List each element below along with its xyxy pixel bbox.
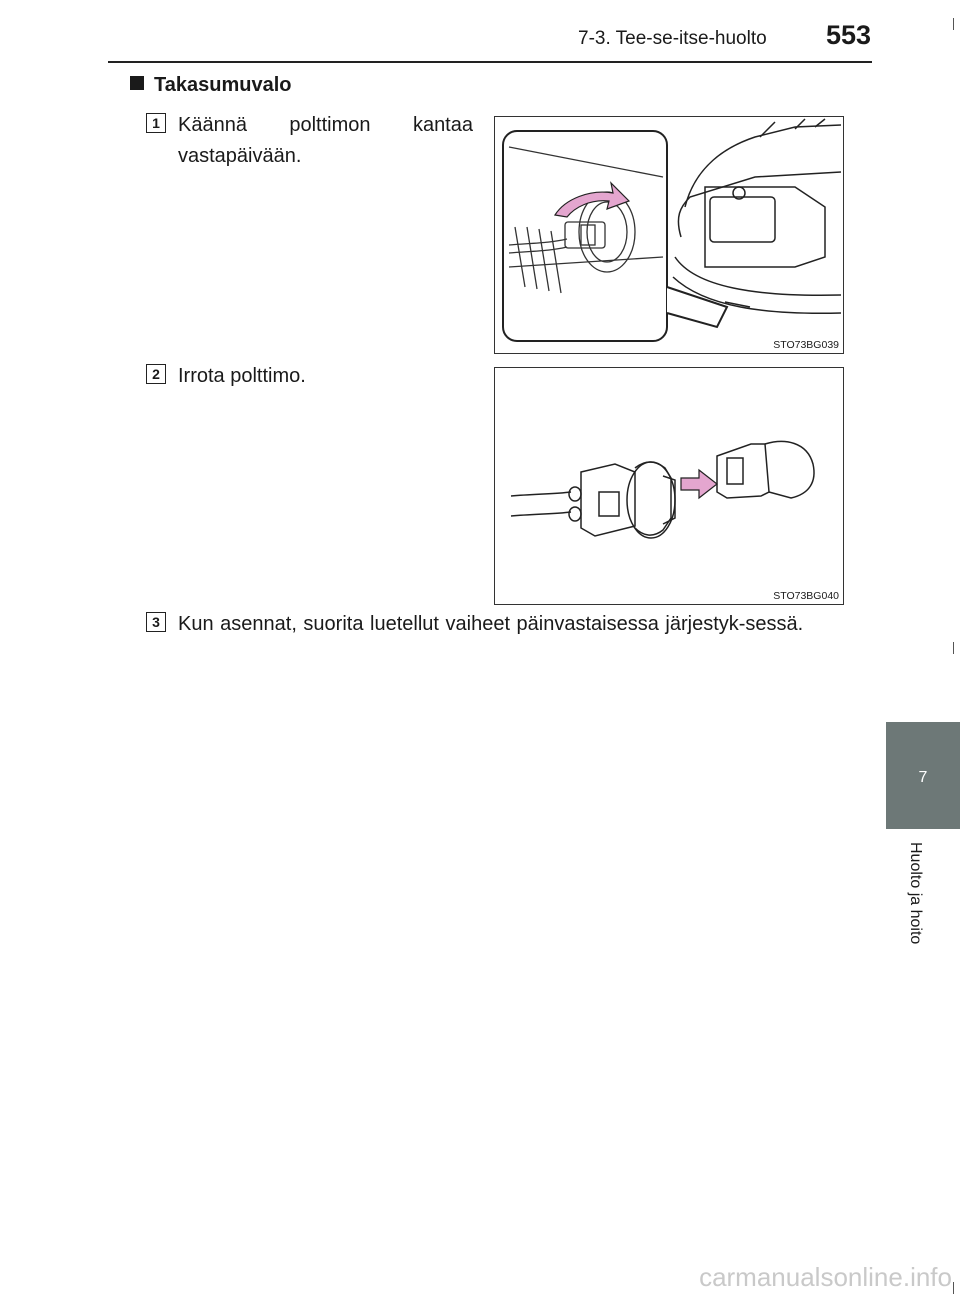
header-section-title: 7-3. Tee-se-itse-huolto	[578, 28, 767, 49]
step-3-text: Kun asennat, suorita luetellut vaiheet päinvastaisessa järjestyk-sessä.	[178, 613, 804, 635]
figure-rear-fog-light-socket	[494, 116, 844, 354]
section-heading-text: Takasumuvalo	[154, 74, 292, 96]
crop-mark	[953, 642, 954, 654]
crop-mark	[953, 18, 954, 30]
figure-bulb-removal	[494, 367, 844, 605]
figure-code: STO73BG040	[773, 590, 839, 602]
section-heading	[130, 74, 291, 97]
square-bullet-icon	[130, 76, 144, 90]
crop-mark	[953, 1282, 954, 1294]
step-number-badge: 1	[146, 113, 166, 133]
step-1-text: Käännä polttimon kantaa vastapäivään.	[178, 114, 473, 167]
chapter-title-text: Huolto ja hoito	[907, 842, 924, 945]
chapter-tab[interactable]	[886, 722, 960, 829]
watermark: carmanualsonline.info	[699, 1262, 952, 1292]
rear-fog-light-illustration	[495, 117, 843, 353]
header-rule	[108, 61, 872, 63]
step-2-text: Irrota polttimo.	[178, 365, 306, 387]
step-number-badge: 2	[146, 364, 166, 384]
chapter-title	[906, 842, 926, 972]
pull-out-arrow-icon	[681, 470, 717, 498]
chapter-number: 7	[918, 769, 928, 786]
step-number-badge: 3	[146, 612, 166, 632]
figure-code: STO73BG039	[773, 339, 839, 351]
page-number: 553	[826, 20, 872, 50]
bulb-removal-illustration	[495, 368, 843, 604]
